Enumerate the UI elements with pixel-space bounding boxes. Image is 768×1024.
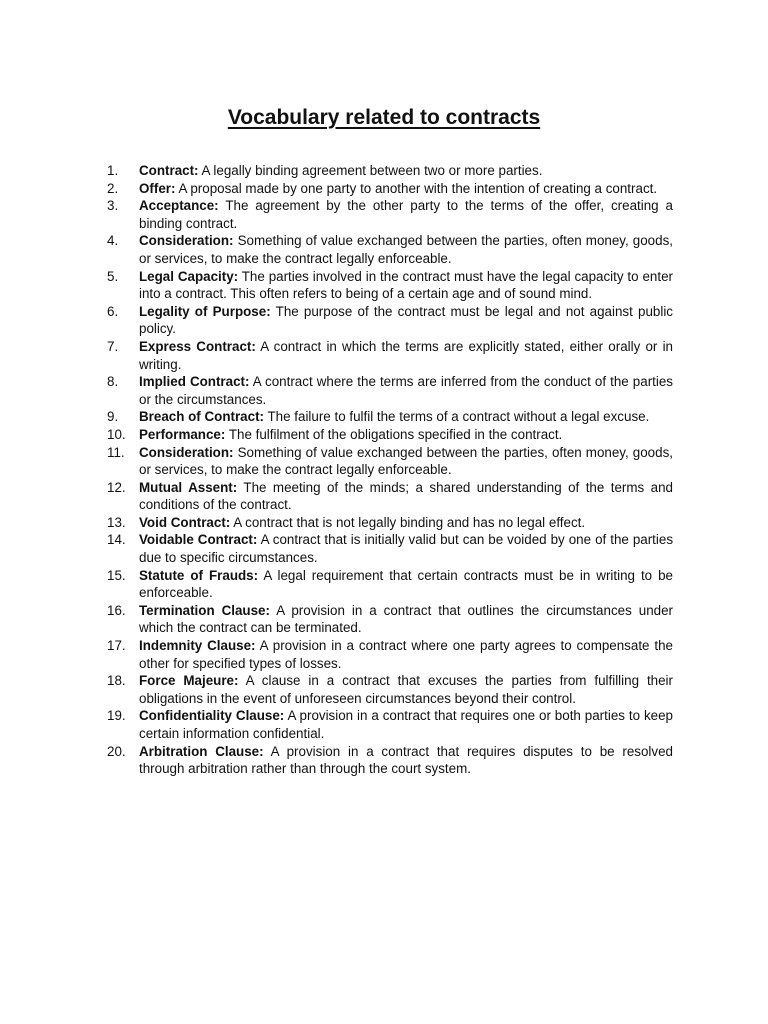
list-item	[107, 672, 673, 707]
list-item	[107, 637, 673, 672]
item-term: Force Majeure:	[139, 673, 239, 689]
vocabulary-list	[107, 162, 674, 778]
item-term: Consideration:	[139, 444, 234, 460]
item-number: 12.	[107, 479, 126, 495]
item-definition: A legal requirement that certain contracts must be in writing to be enforceable.	[139, 567, 673, 601]
list-item	[107, 707, 673, 742]
item-number: 9.	[107, 409, 119, 425]
item-definition: The meeting of the minds; a shared understanding of the terms and conditions of the contract.	[139, 479, 673, 513]
item-number: 14.	[107, 532, 126, 548]
item-term: Indemnity Clause:	[139, 638, 256, 654]
item-number: 19.	[107, 708, 126, 724]
item-definition: A legally binding agreement between two or more parties.	[201, 163, 543, 178]
item-number: 2.	[107, 180, 119, 196]
item-term: Void Contract:	[139, 514, 231, 530]
list-item	[107, 338, 673, 373]
item-number: 7.	[107, 338, 119, 354]
item-number: 3.	[107, 198, 119, 214]
item-number: 1.	[107, 163, 119, 178]
item-term: Performance:	[139, 426, 226, 442]
item-definition: A provision in a contract that outlines the circumstances under which the contract can be terminated.	[139, 602, 673, 636]
item-definition: A contract that is not legally binding and has no legal effect.	[233, 514, 586, 530]
item-definition: A contract in which the terms are explicitly stated, either orally or in writing.	[139, 338, 673, 372]
item-number: 5.	[107, 268, 119, 284]
list-item	[107, 232, 673, 267]
list-item	[107, 479, 673, 514]
item-number: 11.	[107, 444, 125, 460]
item-term: Mutual Assent:	[139, 479, 238, 495]
item-number: 20.	[107, 743, 126, 759]
item-term: Termination Clause:	[139, 602, 270, 618]
item-definition: Something of value exchanged between the parties, often money, goods, or services, to make the contract legally enforceable.	[139, 444, 673, 478]
item-definition: The fulfilment of the obligations specified in the contract.	[228, 426, 563, 442]
list-item	[107, 602, 673, 637]
item-term: Express Contract:	[139, 338, 256, 354]
item-definition: A provision in a contract that requires one or both parties to keep certain information confidential.	[139, 708, 673, 741]
item-term: Arbitration Clause:	[139, 743, 264, 759]
item-term: Voidable Contract:	[139, 532, 258, 548]
list-item	[107, 373, 673, 408]
item-term: Confidentiality Clause:	[139, 708, 285, 724]
item-number: 10.	[107, 426, 126, 442]
list-item	[107, 303, 674, 338]
item-definition: The parties involved in the contract must have the legal capacity to enter into a contract. This often refers to being of a certain age and of sound mind.	[139, 268, 673, 302]
item-definition: A provision in a contract that requires disputes to be resolved through arbitration rather than through the court system.	[139, 743, 674, 777]
item-definition: The failure to fulfil the terms of a contract without a legal excuse.	[267, 409, 650, 425]
item-number: 16.	[107, 602, 126, 618]
item-definition: A contract where the terms are inferred from the conduct of the parties or the circumstances.	[139, 374, 673, 407]
item-number: 8.	[107, 374, 119, 390]
list-item	[107, 408, 673, 426]
item-term: Legal Capacity:	[139, 268, 239, 284]
list-item	[107, 743, 674, 778]
list-item	[107, 268, 673, 303]
item-term: Contract:	[139, 163, 199, 178]
item-term: Implied Contract:	[139, 374, 250, 390]
list-item	[107, 197, 673, 232]
item-term: Breach of Contract:	[139, 409, 264, 425]
list-item	[107, 567, 673, 602]
list-item	[107, 531, 674, 566]
item-definition: A clause in a contract that excuses the parties from fulfilling their obligations in the event of unforeseen circumstances beyond their control.	[139, 673, 673, 706]
item-number: 13.	[107, 514, 126, 530]
item-definition: A provision in a contract where one party agrees to compensate the other for specified types of losses.	[139, 638, 673, 671]
list-item	[107, 444, 673, 479]
item-term: Consideration:	[139, 233, 234, 249]
item-definition: The agreement by the other party to the terms of the offer, creating a binding contract.	[139, 198, 673, 231]
list-item	[107, 426, 673, 444]
item-definition: A proposal made by one party to another with the intention of creating a contract.	[178, 180, 658, 196]
item-term: Acceptance:	[139, 198, 219, 214]
list-item	[107, 514, 673, 532]
item-number: 15.	[107, 567, 126, 583]
page-title: Vocabulary related to contracts	[227, 106, 541, 129]
item-term: Statute of Frauds:	[139, 567, 259, 583]
item-number: 18.	[107, 673, 126, 689]
item-number: 17.	[107, 638, 126, 654]
list-item	[107, 180, 673, 198]
item-definition: Something of value exchanged between the parties, often money, goods, or services, to make the contract legally enforceable.	[139, 233, 673, 266]
item-definition: The purpose of the contract must be legal and not against public policy.	[139, 303, 674, 337]
item-term: Offer:	[139, 180, 176, 196]
list-item	[107, 162, 673, 180]
item-term: Legality of Purpose:	[139, 303, 271, 319]
item-number: 6.	[107, 303, 119, 319]
item-number: 4.	[107, 233, 119, 249]
item-definition: A contract that is initially valid but can be voided by one of the parties due to specific circumstances.	[139, 532, 674, 566]
